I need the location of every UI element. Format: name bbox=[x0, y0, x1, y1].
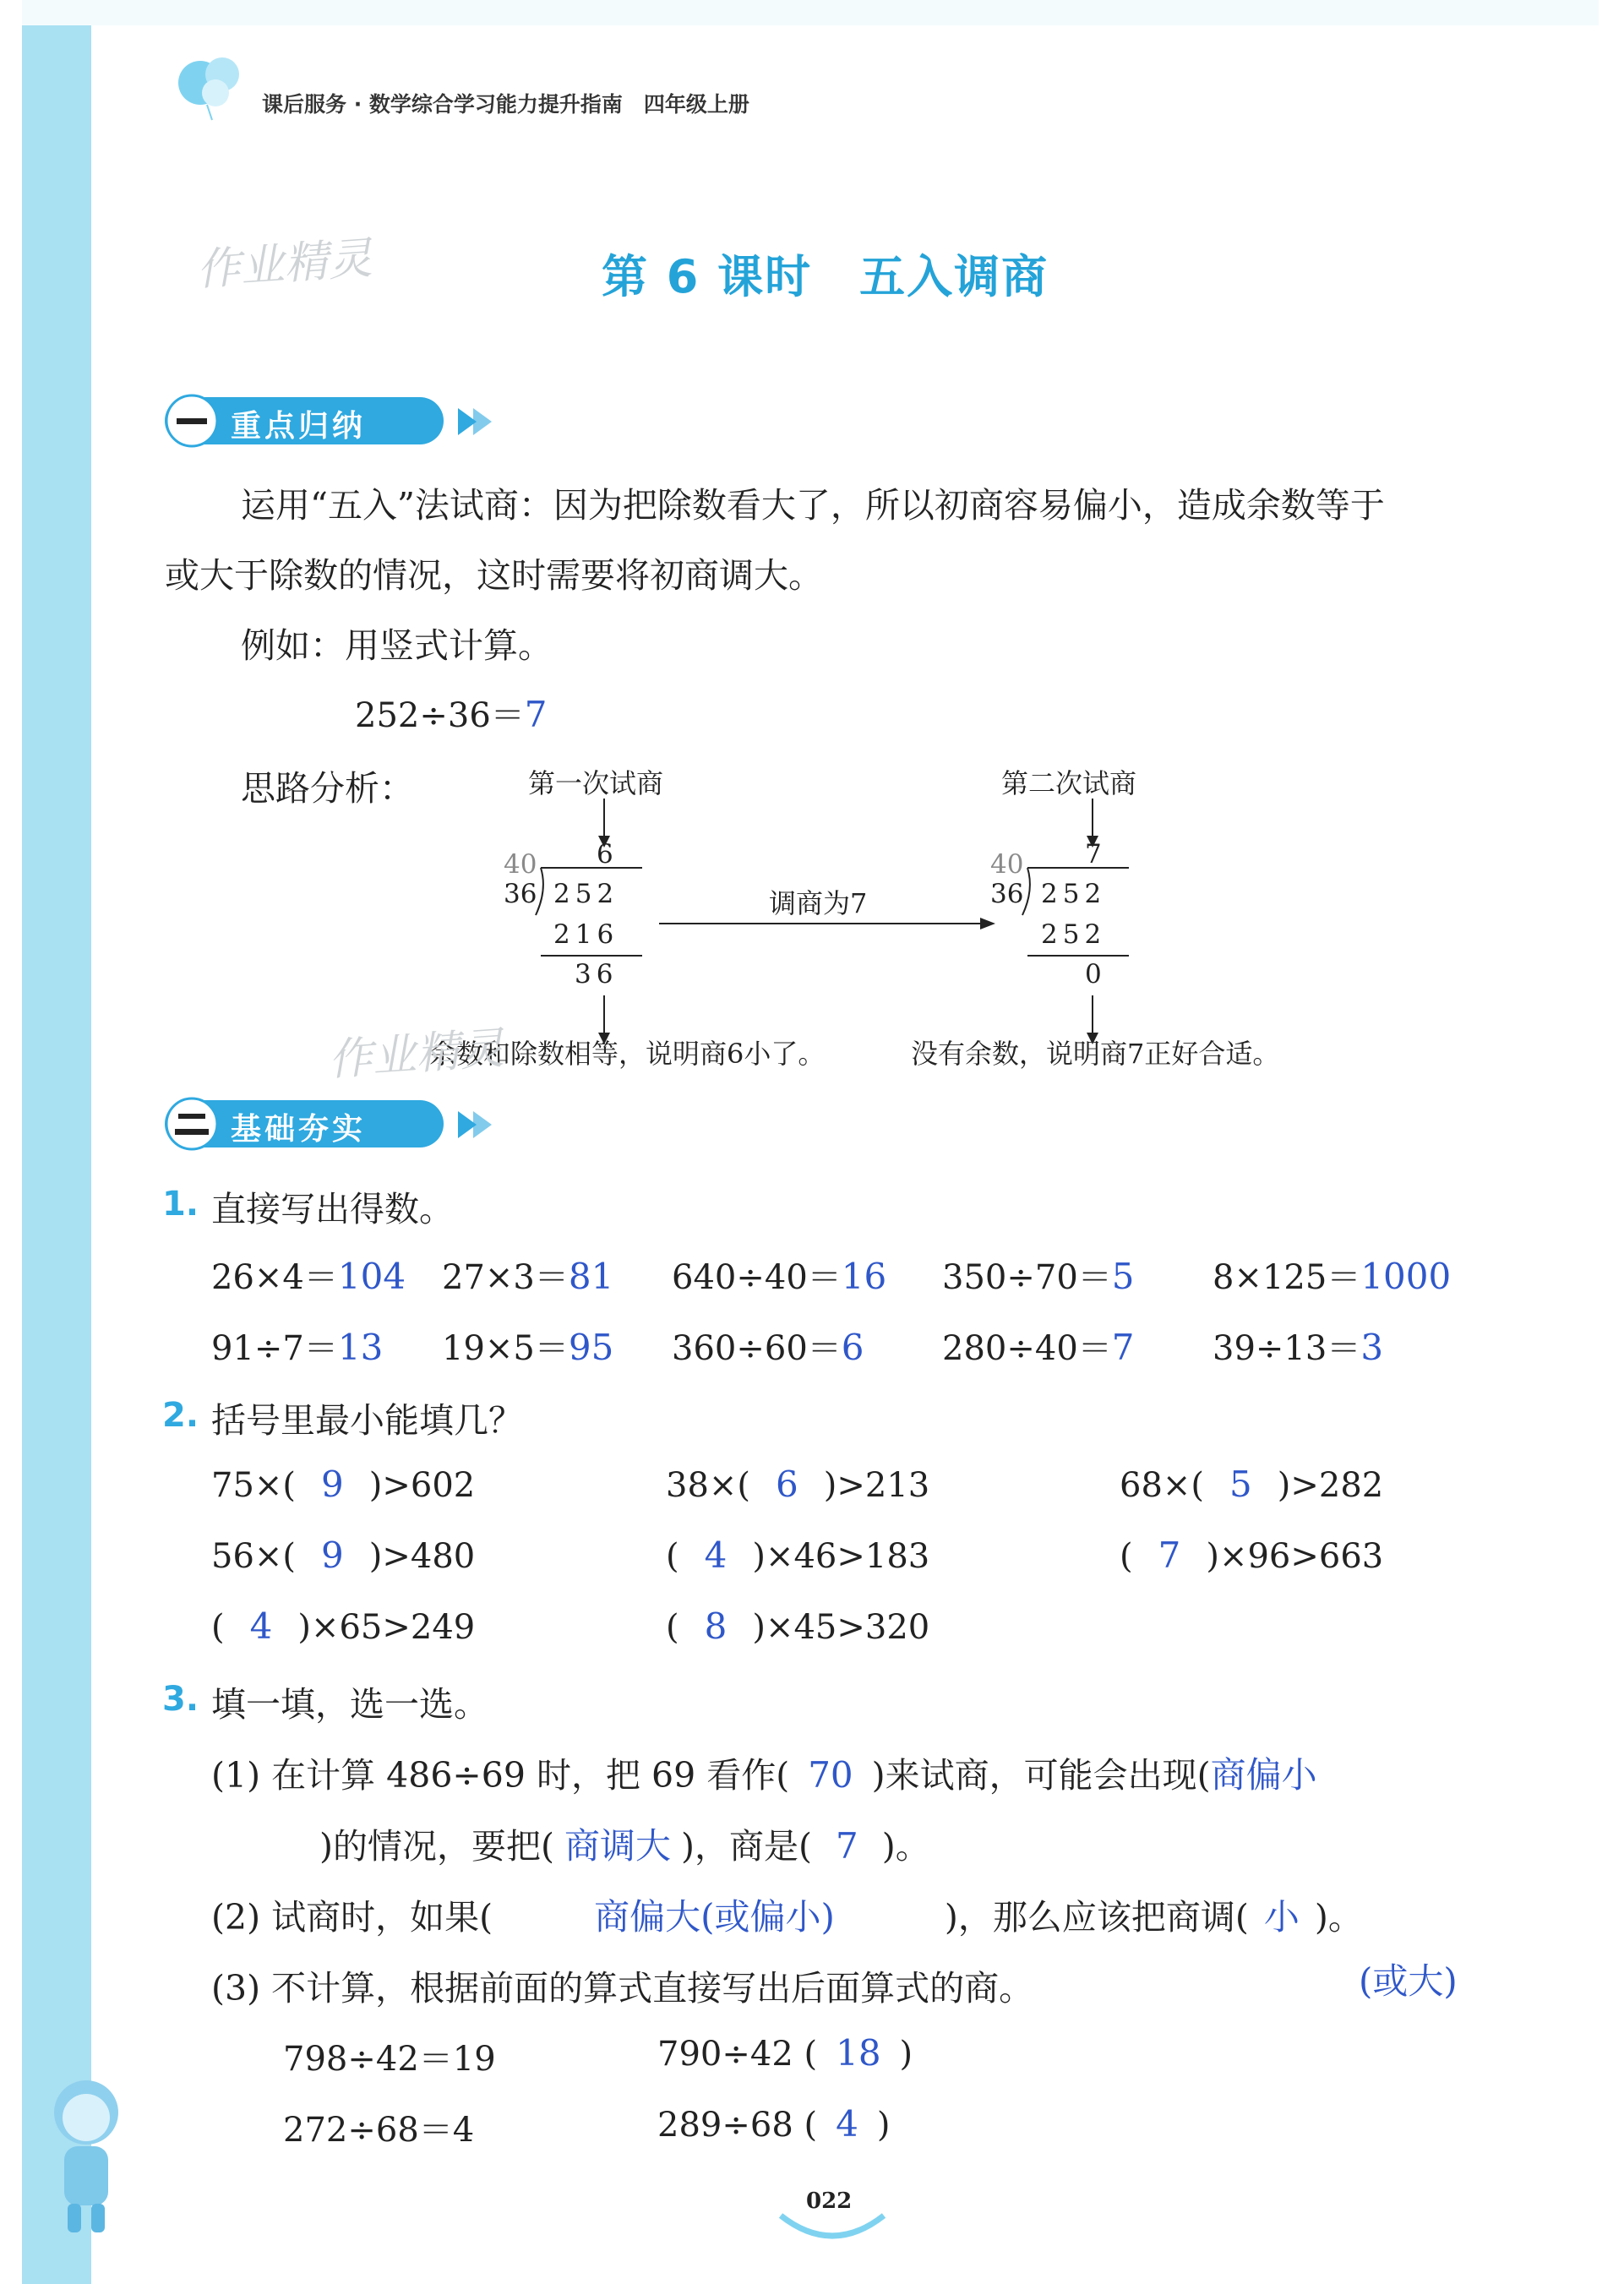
second-estimate: 40 bbox=[990, 849, 1024, 880]
q1-expression: 640÷40＝ bbox=[672, 1258, 842, 1297]
q2-item bbox=[211, 1534, 475, 1576]
q2-suffix: )×65>249 bbox=[297, 1608, 476, 1647]
q3-answer: 小 bbox=[1263, 1896, 1300, 1938]
q2-item bbox=[666, 1534, 929, 1576]
q2-suffix: )>282 bbox=[1277, 1466, 1384, 1505]
q1-item bbox=[442, 1322, 613, 1370]
q1-expression: 8×125＝ bbox=[1213, 1258, 1361, 1297]
q3-close: ) bbox=[899, 2035, 913, 2074]
first-remainder: 36 bbox=[575, 959, 619, 989]
q2-item bbox=[1120, 1464, 1383, 1505]
q1-item bbox=[211, 1322, 383, 1370]
q1-item bbox=[672, 1322, 864, 1370]
subtraction-line bbox=[541, 955, 642, 957]
second-trial-label: 第二次试商 bbox=[1001, 767, 1137, 799]
first-product: 216 bbox=[553, 919, 619, 950]
question-text: 直接写出得数。 bbox=[211, 1189, 454, 1229]
q3-close: ) bbox=[876, 2106, 891, 2145]
q1-item bbox=[942, 1251, 1135, 1299]
first-estimate: 40 bbox=[504, 849, 537, 880]
second-dividend: 252 bbox=[1041, 879, 1107, 909]
q3-given: 272÷68＝4 bbox=[283, 2111, 475, 2150]
q2-answer: 8 bbox=[704, 1605, 728, 1647]
section-label: 重点归纳 bbox=[231, 409, 367, 444]
q3-answer: 商偏大(或偏小) bbox=[594, 1896, 835, 1938]
q3-text: )。 bbox=[1314, 1897, 1363, 1938]
q2-answer: 7 bbox=[1158, 1534, 1181, 1576]
page-number: 022 bbox=[806, 2189, 853, 2214]
q2-prefix: ( bbox=[211, 1608, 225, 1647]
q1-item bbox=[1213, 1251, 1451, 1299]
q1-answer: 95 bbox=[568, 1327, 614, 1368]
q2-prefix: ( bbox=[666, 1537, 679, 1576]
watermark: 作业精灵 bbox=[194, 232, 374, 297]
example-expression: 252÷36＝ bbox=[355, 696, 525, 735]
q2-answer: 6 bbox=[776, 1464, 798, 1505]
arrow-right-icon bbox=[473, 1111, 492, 1138]
q2-prefix: ( bbox=[666, 1608, 679, 1647]
q3-text: (2) 试商时，如果( bbox=[211, 1897, 493, 1938]
q3-text: )，那么应该把商调( bbox=[944, 1897, 1249, 1938]
cartoon-kid-icon bbox=[34, 2062, 135, 2239]
q1-item bbox=[942, 1322, 1135, 1370]
q3-target bbox=[657, 2103, 890, 2145]
second-product: 252 bbox=[1041, 919, 1107, 950]
watermark: 作业精灵 bbox=[326, 1022, 506, 1087]
q1-answer: 5 bbox=[1111, 1256, 1135, 1297]
key-point-line-2: 或大于除数的情况，这时需要将初商调大。 bbox=[165, 555, 823, 596]
page-body bbox=[91, 25, 1599, 2284]
q2-suffix: )×96>663 bbox=[1206, 1537, 1384, 1576]
second-divisor: 36 bbox=[990, 879, 1024, 909]
subtraction-line bbox=[1027, 955, 1129, 957]
q3-text: )来试商，可能会出现( bbox=[871, 1755, 1211, 1796]
q2-answer: 4 bbox=[249, 1605, 273, 1647]
q3-answer: 18 bbox=[836, 2032, 881, 2074]
analysis-label: 思路分析： bbox=[241, 768, 414, 809]
q1-answer: 7 bbox=[1111, 1327, 1135, 1368]
q2-item bbox=[1120, 1534, 1383, 1576]
adjust-arrow-label: 调商为7 bbox=[769, 887, 868, 919]
q2-suffix: )>602 bbox=[368, 1466, 476, 1505]
q3-text: )，商是( bbox=[681, 1826, 813, 1867]
q2-prefix: 38×( bbox=[666, 1466, 751, 1505]
question-number: 1. bbox=[162, 1185, 199, 1224]
q3-part-1-line-2 bbox=[319, 1818, 930, 1869]
q3-part-1-line-1 bbox=[211, 1747, 1317, 1798]
q3-target-expr: 790÷42 ( bbox=[657, 2035, 818, 2074]
second-quotient: 7 bbox=[1085, 839, 1102, 869]
q2-prefix: ( bbox=[1120, 1537, 1133, 1576]
q1-item bbox=[442, 1251, 613, 1299]
q1-expression: 360÷60＝ bbox=[672, 1329, 842, 1368]
q1-expression: 280÷40＝ bbox=[942, 1329, 1112, 1368]
second-remainder: 0 bbox=[1085, 959, 1102, 989]
key-point-line-1: 运用“五入”法试商：因为把除数看大了，所以初商容易偏小，造成余数等于 bbox=[241, 485, 1385, 526]
q2-suffix: )×45>320 bbox=[752, 1608, 930, 1647]
q3-answer: 70 bbox=[808, 1754, 853, 1796]
q3-part-3: (3) 不计算，根据前面的算式直接写出后面算式的商。 bbox=[211, 1968, 1034, 2009]
q1-answer: 13 bbox=[337, 1327, 384, 1368]
page-sidebar-band bbox=[22, 0, 91, 2284]
section-label: 基础夯实 bbox=[231, 1112, 367, 1147]
question-text: 括号里最小能填几？ bbox=[211, 1400, 523, 1441]
first-dividend: 252 bbox=[553, 879, 619, 909]
q1-expression: 27×3＝ bbox=[442, 1258, 569, 1297]
q1-answer: 104 bbox=[337, 1256, 406, 1297]
q2-prefix: 56×( bbox=[211, 1537, 297, 1576]
q2-prefix: 75×( bbox=[211, 1466, 297, 1505]
example-answer: 7 bbox=[524, 694, 548, 735]
section-badge-key-points bbox=[165, 397, 444, 444]
question-number: 3. bbox=[162, 1680, 199, 1719]
q3-answer: 7 bbox=[836, 1825, 858, 1867]
q1-expression: 350÷70＝ bbox=[942, 1258, 1112, 1297]
q3-answer: 4 bbox=[836, 2103, 858, 2145]
q1-expression: 19×5＝ bbox=[442, 1329, 569, 1368]
q2-suffix: )×46>183 bbox=[752, 1537, 930, 1576]
first-quotient: 6 bbox=[597, 839, 613, 869]
first-trial-note: 余数和除数相等，说明商6小了。 bbox=[429, 1038, 826, 1070]
q1-item bbox=[672, 1251, 886, 1299]
q1-item bbox=[1213, 1322, 1383, 1370]
q2-item bbox=[211, 1605, 475, 1647]
balloon-icon bbox=[173, 49, 249, 121]
arrow-right-icon bbox=[473, 408, 492, 435]
section-badge-basics bbox=[165, 1100, 444, 1147]
section-number-icon bbox=[165, 394, 219, 448]
q1-answer: 16 bbox=[841, 1256, 887, 1297]
q2-suffix: )>213 bbox=[823, 1466, 930, 1505]
q2-prefix: 68×( bbox=[1120, 1466, 1205, 1505]
question-text: 填一填，选一选。 bbox=[211, 1684, 488, 1725]
q1-expression: 91÷7＝ bbox=[211, 1329, 338, 1368]
q2-suffix: )>480 bbox=[368, 1537, 476, 1576]
example-label: 例如：用竖式计算。 bbox=[241, 625, 553, 666]
q2-answer: 5 bbox=[1229, 1464, 1252, 1505]
page-top-band bbox=[22, 0, 1599, 25]
example-equation bbox=[355, 689, 548, 737]
q3-text: (1) 在计算 486÷69 时，把 69 看作( bbox=[211, 1755, 790, 1796]
q2-item bbox=[211, 1464, 475, 1505]
first-trial-label: 第一次试商 bbox=[528, 767, 664, 799]
q1-answer: 6 bbox=[841, 1327, 864, 1368]
right-arrow-icon bbox=[659, 913, 997, 935]
question-number: 2. bbox=[162, 1396, 199, 1435]
q1-expression: 39÷13＝ bbox=[1213, 1329, 1361, 1368]
q2-answer: 9 bbox=[321, 1534, 344, 1576]
q3-answer: 商偏小 bbox=[1210, 1754, 1317, 1796]
q1-answer: 81 bbox=[568, 1256, 614, 1297]
q1-answer: 1000 bbox=[1360, 1256, 1452, 1297]
q2-answer: 9 bbox=[321, 1464, 344, 1505]
q1-expression: 26×4＝ bbox=[211, 1258, 338, 1297]
second-trial-note: 没有余数，说明商7正好合适。 bbox=[911, 1038, 1280, 1070]
q3-target bbox=[657, 2032, 913, 2074]
q2-item bbox=[666, 1605, 929, 1647]
first-divisor: 36 bbox=[504, 879, 537, 909]
q3-text: )。 bbox=[881, 1826, 930, 1867]
q1-answer: 3 bbox=[1360, 1327, 1384, 1368]
q3-given: 798÷42＝19 bbox=[283, 2040, 496, 2079]
q3-part-2 bbox=[211, 1889, 1363, 1940]
q3-part-2-alt-answer: (或大) bbox=[1359, 1960, 1458, 2002]
section-number-icon bbox=[165, 1097, 219, 1151]
header-title: 课后服务 · 数学综合学习能力提升指南 四年级上册 bbox=[262, 92, 749, 117]
q3-text: )的情况，要把( bbox=[319, 1826, 554, 1867]
q3-answer: 商调大 bbox=[564, 1825, 672, 1867]
q3-target-expr: 289÷68 ( bbox=[657, 2106, 818, 2145]
page-title: 第 6 课时 五入调商 bbox=[602, 250, 1049, 303]
q1-item bbox=[211, 1251, 406, 1299]
q2-item bbox=[666, 1464, 929, 1505]
q2-answer: 4 bbox=[704, 1534, 728, 1576]
